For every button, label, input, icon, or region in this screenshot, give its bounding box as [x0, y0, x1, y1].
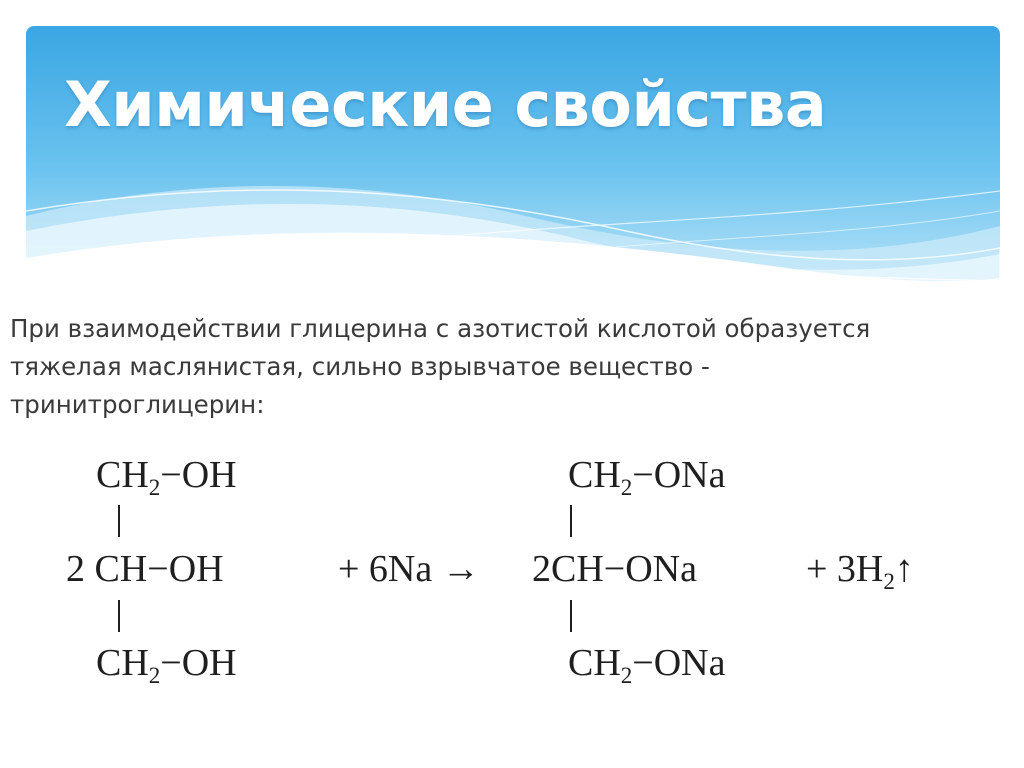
- title-banner: [26, 26, 1000, 288]
- product-bond-bottom: [570, 600, 572, 632]
- hydrogen-subscript: 2: [883, 569, 895, 594]
- description-line-1: При взаимодействии глицерина с азотистой кислотой образуется: [10, 314, 871, 343]
- hydrogen-prefix: + 3H: [806, 548, 884, 590]
- reactant-row-3: [96, 642, 237, 688]
- slide-title: Химические свойства: [64, 68, 827, 141]
- gas-up-arrow-icon: ↑: [894, 548, 914, 590]
- reactant-row-1-subscript: 2: [148, 475, 161, 500]
- reactant-row-3-ch: CH: [96, 642, 149, 684]
- reactant-row-1-ch: CH: [96, 454, 149, 496]
- product-row-3-ch: CH: [568, 642, 621, 684]
- product-row-1: [568, 454, 726, 500]
- product-row-1-group: −ONa: [632, 454, 726, 496]
- hydrogen-product: [806, 548, 914, 594]
- product-row-1-ch: CH: [568, 454, 621, 496]
- reactant-bond-top: [118, 505, 120, 537]
- reactant-row-3-subscript: 2: [148, 663, 161, 688]
- reactant-row-2: 2 CH−OH: [66, 548, 224, 590]
- description-paragraph: [10, 310, 1010, 424]
- reactant-row-3-group: −OH: [160, 642, 237, 684]
- banner-wave-graphic: [26, 26, 1000, 288]
- product-row-3-group: −ONa: [632, 642, 726, 684]
- description-line-2: тяжелая маслянистая, сильно взрывчатое вещество -: [10, 352, 710, 381]
- product-row-3-subscript: 2: [620, 663, 633, 688]
- reactant-row-1: [96, 454, 237, 500]
- product-row-1-subscript: 2: [620, 475, 633, 500]
- reactant-row-1-group: −OH: [160, 454, 237, 496]
- product-bond-top: [570, 505, 572, 537]
- reactant-bond-bottom: [118, 600, 120, 632]
- product-row-2: 2CH−ONa: [532, 548, 697, 590]
- description-line-3: тринитроглицерин:: [10, 390, 265, 419]
- reagent-and-arrow: + 6Na →: [338, 548, 480, 590]
- product-row-3: [568, 642, 726, 688]
